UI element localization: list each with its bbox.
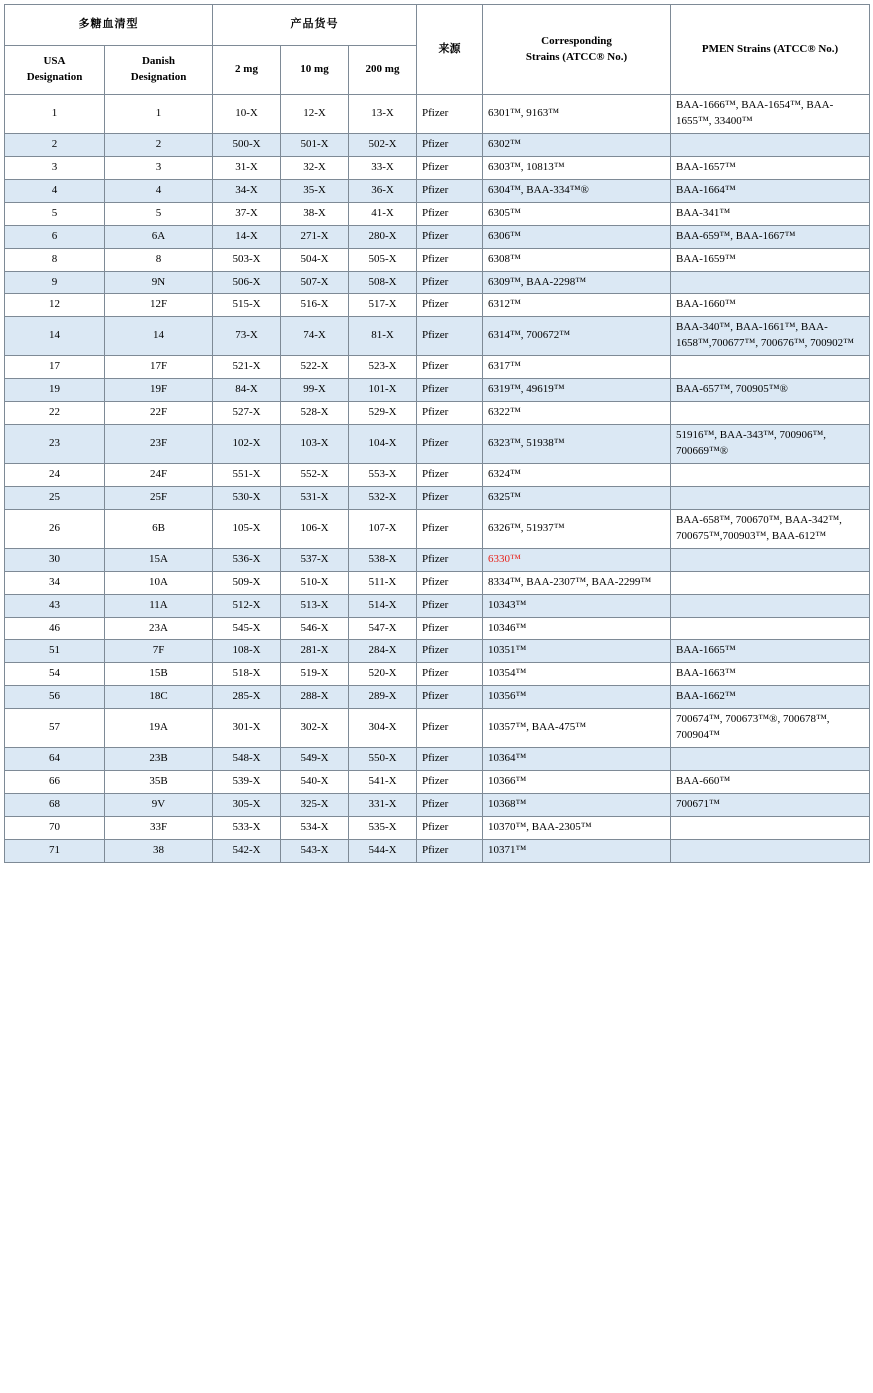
cell-catalog-200mg: 107-X: [349, 509, 417, 548]
cell-catalog-2mg: 102-X: [213, 425, 281, 464]
cell-catalog-200mg: 532-X: [349, 486, 417, 509]
cell-danish-designation: 15B: [105, 663, 213, 686]
table-row: [5, 294, 870, 317]
cell-corresponding-strains: 6302™: [483, 133, 671, 156]
cell-corresponding-strains: 10364™: [483, 748, 671, 771]
cell-catalog-2mg: 533-X: [213, 816, 281, 839]
cell-danish-designation: 23B: [105, 748, 213, 771]
table-row: [5, 486, 870, 509]
cell-corresponding-strains: 6326™, 51937™: [483, 509, 671, 548]
header-corresponding-line2: Strains (ATCC® No.): [525, 50, 628, 63]
cell-pmen-strains: [671, 402, 870, 425]
cell-corresponding-strains: 6312™: [483, 294, 671, 317]
header-group-row: [5, 5, 870, 46]
cell-pmen-strains: [671, 356, 870, 379]
cell-source: Pfizer: [417, 271, 483, 294]
cell-corresponding-strains: 6304™, BAA-334™®: [483, 179, 671, 202]
cell-source: Pfizer: [417, 771, 483, 794]
table-row: [5, 248, 870, 271]
header-danish-line1: Danish: [141, 55, 176, 68]
cell-catalog-10mg: 271-X: [281, 225, 349, 248]
cell-pmen-strains: [671, 571, 870, 594]
cell-catalog-200mg: 529-X: [349, 402, 417, 425]
cell-catalog-10mg: 302-X: [281, 709, 349, 748]
table-row: [5, 463, 870, 486]
cell-corresponding-strains: 10357™, BAA-475™: [483, 709, 671, 748]
header-2mg: 2 mg: [213, 46, 281, 95]
cell-source: Pfizer: [417, 356, 483, 379]
cell-source: Pfizer: [417, 317, 483, 356]
cell-usa-designation: 8: [5, 248, 105, 271]
cell-source: Pfizer: [417, 133, 483, 156]
cell-pmen-strains: BAA-1662™: [671, 686, 870, 709]
cell-source: Pfizer: [417, 709, 483, 748]
cell-catalog-200mg: 104-X: [349, 425, 417, 464]
cell-pmen-strains: BAA-1666™, BAA-1654™, BAA-1655™, 33400™: [671, 95, 870, 134]
cell-danish-designation: 2: [105, 133, 213, 156]
table-row: [5, 771, 870, 794]
cell-catalog-200mg: 538-X: [349, 548, 417, 571]
cell-catalog-200mg: 280-X: [349, 225, 417, 248]
cell-corresponding-strains: 6317™: [483, 356, 671, 379]
cell-pmen-strains: [671, 548, 870, 571]
table-row: [5, 663, 870, 686]
cell-source: Pfizer: [417, 202, 483, 225]
cell-catalog-2mg: 518-X: [213, 663, 281, 686]
cell-source: Pfizer: [417, 794, 483, 817]
cell-catalog-2mg: 503-X: [213, 248, 281, 271]
cell-catalog-200mg: 505-X: [349, 248, 417, 271]
cell-pmen-strains: [671, 133, 870, 156]
cell-catalog-10mg: 531-X: [281, 486, 349, 509]
cell-corresponding-strains: 10371™: [483, 839, 671, 862]
cell-pmen-strains: [671, 816, 870, 839]
cell-catalog-2mg: 10-X: [213, 95, 281, 134]
cell-usa-designation: 6: [5, 225, 105, 248]
cell-danish-designation: 11A: [105, 594, 213, 617]
table-row: [5, 748, 870, 771]
cell-danish-designation: 4: [105, 179, 213, 202]
cell-catalog-2mg: 84-X: [213, 379, 281, 402]
cell-catalog-200mg: 547-X: [349, 617, 417, 640]
cell-catalog-10mg: 103-X: [281, 425, 349, 464]
cell-danish-designation: 17F: [105, 356, 213, 379]
cell-catalog-2mg: 548-X: [213, 748, 281, 771]
cell-source: Pfizer: [417, 379, 483, 402]
cell-catalog-200mg: 550-X: [349, 748, 417, 771]
cell-source: Pfizer: [417, 594, 483, 617]
cell-source: Pfizer: [417, 686, 483, 709]
cell-catalog-2mg: 542-X: [213, 839, 281, 862]
cell-catalog-10mg: 504-X: [281, 248, 349, 271]
table-row: [5, 571, 870, 594]
header-corresponding-line1: Corresponding: [541, 34, 612, 47]
cell-source: Pfizer: [417, 425, 483, 464]
cell-catalog-2mg: 301-X: [213, 709, 281, 748]
cell-danish-designation: 12F: [105, 294, 213, 317]
cell-catalog-2mg: 31-X: [213, 156, 281, 179]
cell-source: Pfizer: [417, 294, 483, 317]
cell-catalog-200mg: 331-X: [349, 794, 417, 817]
cell-usa-designation: 14: [5, 317, 105, 356]
cell-catalog-10mg: 519-X: [281, 663, 349, 686]
cell-source: Pfizer: [417, 663, 483, 686]
cell-usa-designation: 68: [5, 794, 105, 817]
table-row: [5, 686, 870, 709]
cell-pmen-strains: BAA-1665™: [671, 640, 870, 663]
cell-usa-designation: 12: [5, 294, 105, 317]
cell-pmen-strains: BAA-660™: [671, 771, 870, 794]
cell-corresponding-strains: 10366™: [483, 771, 671, 794]
header-200mg: 200 mg: [349, 46, 417, 95]
cell-usa-designation: 24: [5, 463, 105, 486]
cell-catalog-200mg: 101-X: [349, 379, 417, 402]
cell-danish-designation: 9V: [105, 794, 213, 817]
cell-corresponding-strains: 6324™: [483, 463, 671, 486]
header-usa-line2: Designation: [26, 71, 83, 83]
cell-catalog-2mg: 305-X: [213, 794, 281, 817]
table-row: [5, 95, 870, 134]
table-header: [5, 5, 870, 95]
header-10mg: 10 mg: [281, 46, 349, 95]
cell-catalog-200mg: 535-X: [349, 816, 417, 839]
cell-danish-designation: 14: [105, 317, 213, 356]
cell-catalog-10mg: 325-X: [281, 794, 349, 817]
cell-usa-designation: 66: [5, 771, 105, 794]
cell-usa-designation: 34: [5, 571, 105, 594]
cell-pmen-strains: BAA-1659™: [671, 248, 870, 271]
table-row: [5, 317, 870, 356]
cell-usa-designation: 26: [5, 509, 105, 548]
cell-catalog-10mg: 38-X: [281, 202, 349, 225]
table-row: [5, 425, 870, 464]
cell-catalog-2mg: 285-X: [213, 686, 281, 709]
cell-pmen-strains: BAA-1664™: [671, 179, 870, 202]
cell-pmen-strains: [671, 748, 870, 771]
cell-corresponding-strains: 6325™: [483, 486, 671, 509]
cell-source: Pfizer: [417, 617, 483, 640]
table-row: [5, 402, 870, 425]
cell-catalog-2mg: 105-X: [213, 509, 281, 548]
cell-source: Pfizer: [417, 816, 483, 839]
cell-pmen-strains: BAA-657™, 700905™®: [671, 379, 870, 402]
cell-pmen-strains: BAA-659™, BAA-1667™: [671, 225, 870, 248]
cell-catalog-2mg: 512-X: [213, 594, 281, 617]
cell-source: Pfizer: [417, 839, 483, 862]
cell-source: Pfizer: [417, 402, 483, 425]
table-body: [5, 95, 870, 863]
cell-corresponding-strains: 6319™, 49619™: [483, 379, 671, 402]
cell-pmen-strains: [671, 271, 870, 294]
cell-catalog-200mg: 13-X: [349, 95, 417, 134]
cell-pmen-strains: BAA-1657™: [671, 156, 870, 179]
cell-catalog-10mg: 281-X: [281, 640, 349, 663]
table-row: [5, 271, 870, 294]
cell-catalog-200mg: 517-X: [349, 294, 417, 317]
cell-pmen-strains: [671, 839, 870, 862]
cell-catalog-10mg: 106-X: [281, 509, 349, 548]
cell-pmen-strains: BAA-1660™: [671, 294, 870, 317]
cell-usa-designation: 9: [5, 271, 105, 294]
cell-catalog-200mg: 304-X: [349, 709, 417, 748]
cell-catalog-2mg: 539-X: [213, 771, 281, 794]
cell-danish-designation: 38: [105, 839, 213, 862]
cell-pmen-strains: 700674™, 700673™®, 700678™, 700904™: [671, 709, 870, 748]
cell-catalog-2mg: 108-X: [213, 640, 281, 663]
cell-catalog-200mg: 544-X: [349, 839, 417, 862]
cell-danish-designation: 5: [105, 202, 213, 225]
table-row: [5, 594, 870, 617]
cell-usa-designation: 56: [5, 686, 105, 709]
cell-catalog-2mg: 500-X: [213, 133, 281, 156]
cell-catalog-200mg: 541-X: [349, 771, 417, 794]
cell-catalog-2mg: 536-X: [213, 548, 281, 571]
header-pmen-strains: PMEN Strains (ATCC® No.): [671, 5, 870, 95]
cell-danish-designation: 6B: [105, 509, 213, 548]
cell-pmen-strains: [671, 594, 870, 617]
header-usa-line1: USA: [43, 55, 66, 68]
cell-catalog-10mg: 501-X: [281, 133, 349, 156]
cell-usa-designation: 70: [5, 816, 105, 839]
cell-usa-designation: 5: [5, 202, 105, 225]
cell-catalog-10mg: 12-X: [281, 95, 349, 134]
pneumococcal-serotype-table: [4, 4, 870, 863]
cell-usa-designation: 64: [5, 748, 105, 771]
cell-catalog-2mg: 530-X: [213, 486, 281, 509]
cell-catalog-2mg: 551-X: [213, 463, 281, 486]
cell-pmen-strains: [671, 486, 870, 509]
header-source: 来源: [417, 5, 483, 95]
cell-danish-designation: 19F: [105, 379, 213, 402]
cell-usa-designation: 17: [5, 356, 105, 379]
cell-corresponding-strains: 10354™: [483, 663, 671, 686]
cell-danish-designation: 25F: [105, 486, 213, 509]
cell-catalog-10mg: 516-X: [281, 294, 349, 317]
cell-catalog-200mg: 553-X: [349, 463, 417, 486]
cell-corresponding-strains: 8334™, BAA-2307™, BAA-2299™: [483, 571, 671, 594]
cell-corresponding-strains: 10368™: [483, 794, 671, 817]
header-usa-designation: [5, 46, 105, 95]
cell-catalog-10mg: 546-X: [281, 617, 349, 640]
cell-usa-designation: 22: [5, 402, 105, 425]
cell-danish-designation: 23A: [105, 617, 213, 640]
cell-corresponding-strains: 10370™, BAA-2305™: [483, 816, 671, 839]
cell-catalog-10mg: 32-X: [281, 156, 349, 179]
header-danish-designation: [105, 46, 213, 95]
table-row: [5, 379, 870, 402]
cell-corresponding-strains: 6301™, 9163™: [483, 95, 671, 134]
cell-catalog-10mg: 513-X: [281, 594, 349, 617]
cell-catalog-10mg: 99-X: [281, 379, 349, 402]
cell-source: Pfizer: [417, 571, 483, 594]
cell-danish-designation: 10A: [105, 571, 213, 594]
cell-pmen-strains: [671, 463, 870, 486]
cell-pmen-strains: [671, 617, 870, 640]
cell-catalog-10mg: 534-X: [281, 816, 349, 839]
table-row: [5, 794, 870, 817]
cell-danish-designation: 3: [105, 156, 213, 179]
cell-corresponding-strains: 6322™: [483, 402, 671, 425]
cell-catalog-10mg: 549-X: [281, 748, 349, 771]
cell-danish-designation: 35B: [105, 771, 213, 794]
table-row: [5, 225, 870, 248]
cell-catalog-10mg: 552-X: [281, 463, 349, 486]
header-group-catalog: 产品货号: [213, 5, 417, 46]
cell-catalog-10mg: 537-X: [281, 548, 349, 571]
cell-usa-designation: 23: [5, 425, 105, 464]
header-danish-line2: Designation: [130, 71, 187, 83]
cell-danish-designation: 7F: [105, 640, 213, 663]
cell-danish-designation: 23F: [105, 425, 213, 464]
cell-catalog-10mg: 288-X: [281, 686, 349, 709]
cell-catalog-200mg: 81-X: [349, 317, 417, 356]
cell-catalog-10mg: 543-X: [281, 839, 349, 862]
cell-danish-designation: 6A: [105, 225, 213, 248]
table-row: [5, 548, 870, 571]
cell-corresponding-strains: 6305™: [483, 202, 671, 225]
cell-corresponding-strains: 10356™: [483, 686, 671, 709]
table-row: [5, 179, 870, 202]
cell-usa-designation: 1: [5, 95, 105, 134]
table-row: [5, 202, 870, 225]
cell-source: Pfizer: [417, 548, 483, 571]
cell-source: Pfizer: [417, 248, 483, 271]
cell-source: Pfizer: [417, 225, 483, 248]
cell-catalog-200mg: 284-X: [349, 640, 417, 663]
cell-catalog-200mg: 502-X: [349, 133, 417, 156]
cell-pmen-strains: BAA-1663™: [671, 663, 870, 686]
cell-catalog-10mg: 507-X: [281, 271, 349, 294]
cell-source: Pfizer: [417, 509, 483, 548]
cell-danish-designation: 9N: [105, 271, 213, 294]
cell-source: Pfizer: [417, 640, 483, 663]
cell-corresponding-strains: 6306™: [483, 225, 671, 248]
cell-pmen-strains: BAA-340™, BAA-1661™, BAA-1658™,700677™, 700676™, 700902™: [671, 317, 870, 356]
cell-catalog-2mg: 515-X: [213, 294, 281, 317]
cell-usa-designation: 54: [5, 663, 105, 686]
cell-danish-designation: 1: [105, 95, 213, 134]
cell-danish-designation: 8: [105, 248, 213, 271]
cell-catalog-200mg: 33-X: [349, 156, 417, 179]
cell-source: Pfizer: [417, 179, 483, 202]
cell-catalog-10mg: 540-X: [281, 771, 349, 794]
cell-source: Pfizer: [417, 486, 483, 509]
cell-danish-designation: 24F: [105, 463, 213, 486]
cell-catalog-2mg: 506-X: [213, 271, 281, 294]
cell-corresponding-strains: 6314™, 700672™: [483, 317, 671, 356]
cell-usa-designation: 4: [5, 179, 105, 202]
table-row: [5, 709, 870, 748]
cell-danish-designation: 33F: [105, 816, 213, 839]
header-group-serotype: 多糖血清型: [5, 5, 213, 46]
table-row: [5, 156, 870, 179]
cell-usa-designation: 43: [5, 594, 105, 617]
cell-pmen-strains: BAA-341™: [671, 202, 870, 225]
cell-danish-designation: 15A: [105, 548, 213, 571]
cell-catalog-2mg: 73-X: [213, 317, 281, 356]
cell-catalog-2mg: 509-X: [213, 571, 281, 594]
cell-corresponding-strains: 6308™: [483, 248, 671, 271]
cell-catalog-10mg: 528-X: [281, 402, 349, 425]
cell-pmen-strains: 700671™: [671, 794, 870, 817]
cell-corresponding-strains: 6303™, 10813™: [483, 156, 671, 179]
cell-catalog-10mg: 522-X: [281, 356, 349, 379]
table-row: [5, 839, 870, 862]
cell-catalog-200mg: 508-X: [349, 271, 417, 294]
cell-corresponding-strains: 10351™: [483, 640, 671, 663]
cell-pmen-strains: BAA-658™, 700670™, BAA-342™, 700675™,700903™, BAA-612™: [671, 509, 870, 548]
cell-danish-designation: 19A: [105, 709, 213, 748]
cell-danish-designation: 22F: [105, 402, 213, 425]
cell-catalog-2mg: 37-X: [213, 202, 281, 225]
table-row: [5, 356, 870, 379]
cell-corresponding-strains: 6309™, BAA-2298™: [483, 271, 671, 294]
cell-usa-designation: 51: [5, 640, 105, 663]
cell-usa-designation: 46: [5, 617, 105, 640]
cell-catalog-200mg: 511-X: [349, 571, 417, 594]
table-row: [5, 640, 870, 663]
cell-catalog-2mg: 521-X: [213, 356, 281, 379]
cell-catalog-2mg: 527-X: [213, 402, 281, 425]
cell-catalog-2mg: 14-X: [213, 225, 281, 248]
table-row: [5, 617, 870, 640]
cell-source: Pfizer: [417, 156, 483, 179]
cell-danish-designation: 18C: [105, 686, 213, 709]
cell-catalog-200mg: 289-X: [349, 686, 417, 709]
cell-catalog-10mg: 74-X: [281, 317, 349, 356]
cell-catalog-2mg: 34-X: [213, 179, 281, 202]
cell-catalog-10mg: 35-X: [281, 179, 349, 202]
cell-source: Pfizer: [417, 748, 483, 771]
cell-usa-designation: 30: [5, 548, 105, 571]
cell-usa-designation: 19: [5, 379, 105, 402]
cell-pmen-strains: 51916™, BAA-343™, 700906™, 700669™®: [671, 425, 870, 464]
cell-source: Pfizer: [417, 95, 483, 134]
cell-usa-designation: 25: [5, 486, 105, 509]
cell-catalog-10mg: 510-X: [281, 571, 349, 594]
cell-catalog-200mg: 514-X: [349, 594, 417, 617]
cell-corresponding-strains: 6323™, 51938™: [483, 425, 671, 464]
header-corresponding-strains: [483, 5, 671, 95]
cell-usa-designation: 57: [5, 709, 105, 748]
cell-catalog-2mg: 545-X: [213, 617, 281, 640]
cell-catalog-200mg: 520-X: [349, 663, 417, 686]
cell-catalog-200mg: 523-X: [349, 356, 417, 379]
cell-catalog-200mg: 36-X: [349, 179, 417, 202]
cell-corresponding-strains: 10343™: [483, 594, 671, 617]
cell-corresponding-strains: 6330™: [483, 548, 671, 571]
table-row: [5, 816, 870, 839]
cell-usa-designation: 3: [5, 156, 105, 179]
table-row: [5, 133, 870, 156]
cell-catalog-200mg: 41-X: [349, 202, 417, 225]
cell-corresponding-strains: 10346™: [483, 617, 671, 640]
cell-source: Pfizer: [417, 463, 483, 486]
table-row: [5, 509, 870, 548]
cell-usa-designation: 2: [5, 133, 105, 156]
cell-usa-designation: 71: [5, 839, 105, 862]
